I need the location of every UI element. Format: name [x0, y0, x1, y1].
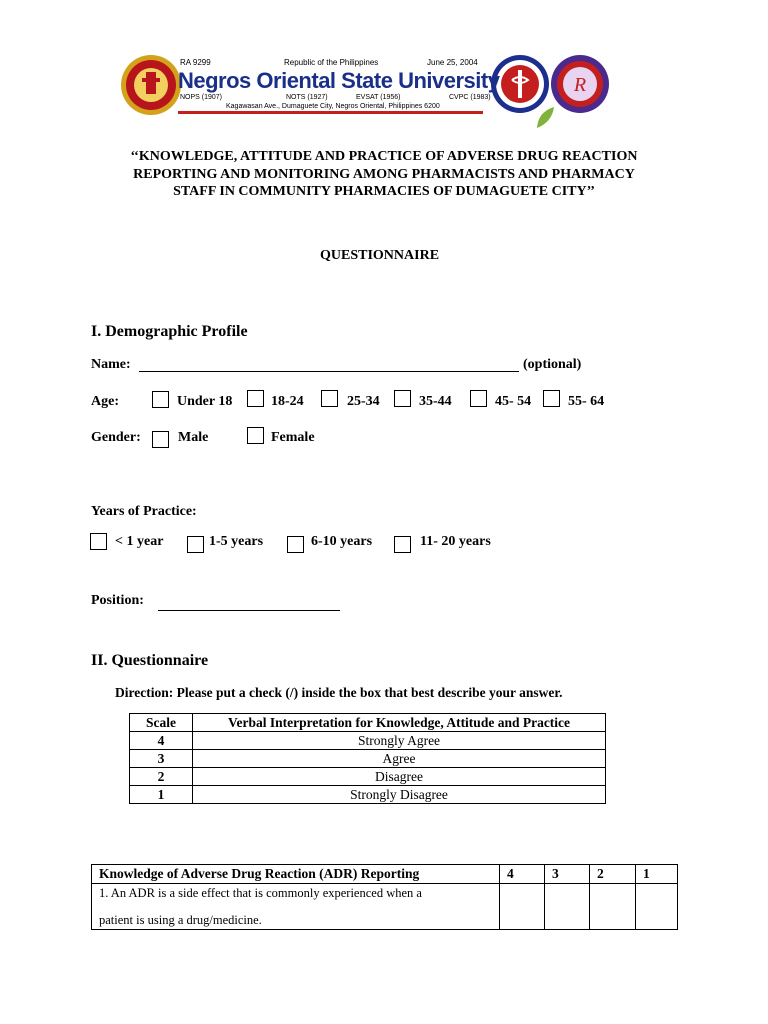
answer-cell-1[interactable] — [636, 884, 678, 930]
republic-label: Republic of the Philippines — [284, 58, 379, 67]
question-line: 1. An ADR is a side effect that is commonly experienced when a — [99, 886, 422, 900]
founding-date: June 25, 2004 — [427, 58, 478, 67]
name-input-line[interactable] — [139, 371, 519, 372]
answer-cell-3[interactable] — [545, 884, 590, 930]
history-item: CVPC (1983) — [449, 94, 491, 101]
age-label: Age: — [91, 394, 119, 409]
table-header: 1 — [636, 865, 678, 884]
name-optional-note: (optional) — [523, 357, 582, 372]
history-item: NOTS (1927) — [286, 94, 328, 101]
table-row — [92, 884, 678, 930]
table-row — [130, 786, 606, 804]
years-checkbox[interactable] — [394, 536, 411, 553]
table-header: Scale — [130, 714, 193, 732]
table-header: Knowledge of Adverse Drug Reaction (ADR) Reporting — [92, 865, 500, 884]
age-checkbox[interactable] — [152, 391, 169, 408]
age-option-label: 45- 54 — [495, 394, 532, 409]
scale-value: 1 — [130, 786, 193, 804]
university-seal-icon — [120, 54, 182, 116]
scale-interpretation: Strongly Agree — [193, 732, 606, 750]
scale-interpretation: Strongly Disagree — [193, 786, 606, 804]
ra-number: RA 9299 — [180, 58, 211, 67]
table-row — [130, 768, 606, 786]
svg-text:R: R — [573, 74, 587, 96]
table-row — [130, 732, 606, 750]
table-header: 3 — [545, 865, 590, 884]
years-checkbox[interactable] — [187, 536, 204, 553]
header-rule — [178, 111, 483, 114]
knowledge-table — [91, 864, 678, 930]
questionnaire-heading: QUESTIONNAIRE — [320, 248, 440, 263]
scale-value: 4 — [130, 732, 193, 750]
age-option-label: 55- 64 — [568, 394, 605, 409]
title-line: REPORTING AND MONITORING AMONG PHARMACISTS AND PHARMACY — [133, 166, 635, 182]
scale-interpretation: Agree — [193, 750, 606, 768]
university-name: Negros Oriental State University — [178, 68, 500, 93]
position-label: Position: — [91, 593, 144, 608]
leaf-icon — [534, 104, 556, 130]
question-line: patient is using a drug/medicine. — [99, 913, 262, 927]
answer-cell-2[interactable] — [590, 884, 636, 930]
gender-option-label: Male — [178, 430, 209, 445]
scale-value: 2 — [130, 768, 193, 786]
years-of-practice-label: Years of Practice: — [91, 504, 197, 519]
history-item: NOPS (1907) — [180, 94, 223, 101]
scale-value: 3 — [130, 750, 193, 768]
question-text — [92, 884, 500, 930]
age-option-label: Under 18 — [177, 394, 233, 409]
title-line: ‘‘KNOWLEDGE, ATTITUDE AND PRACTICE OF ADVERSE DRUG REACTION — [130, 149, 638, 164]
table-header: Verbal Interpretation for Knowledge, Attitude and Practice — [193, 714, 606, 732]
table-header-row — [130, 714, 606, 732]
section-heading-questionnaire: II. Questionnaire — [91, 652, 209, 669]
age-option-label: 25-34 — [347, 394, 380, 409]
gender-label: Gender: — [91, 430, 141, 445]
research-title — [90, 148, 678, 201]
gender-checkbox-female[interactable] — [247, 427, 264, 444]
years-option-label: 11- 20 years — [420, 534, 491, 549]
years-checkbox[interactable] — [90, 533, 107, 550]
pharmacy-rx-seal-icon — [550, 54, 610, 114]
university-address: Kagawasan Ave., Dumaguete City, Negros Oriental, Philippines 6200 — [226, 103, 440, 110]
age-checkbox[interactable] — [470, 390, 487, 407]
answer-cell-4[interactable] — [500, 884, 545, 930]
table-header: 4 — [500, 865, 545, 884]
scale-interpretation: Disagree — [193, 768, 606, 786]
years-option-label: < 1 year — [115, 534, 164, 549]
direction-text: Direction: Please put a check (/) inside the box that best describe your answer. — [115, 685, 563, 700]
age-checkbox[interactable] — [394, 390, 411, 407]
age-checkbox[interactable] — [247, 390, 264, 407]
years-option-label: 6-10 years — [311, 534, 373, 549]
age-checkbox[interactable] — [543, 390, 560, 407]
position-input-line[interactable] — [158, 610, 340, 611]
age-option-label: 35-44 — [419, 394, 452, 409]
history-item: EVSAT (1956) — [356, 94, 401, 101]
section-heading-demographic: I. Demographic Profile — [91, 323, 248, 340]
gender-option-label: Female — [271, 430, 315, 445]
title-line: STAFF IN COMMUNITY PHARMACIES OF DUMAGUETE CITY’’ — [173, 184, 595, 199]
table-row — [130, 750, 606, 768]
name-label: Name: — [91, 357, 131, 372]
table-header: 2 — [590, 865, 636, 884]
table-header-row — [92, 865, 678, 884]
scale-table — [129, 713, 606, 804]
years-option-label: 1-5 years — [209, 534, 264, 549]
gender-checkbox-male[interactable] — [152, 431, 169, 448]
age-checkbox[interactable] — [321, 390, 338, 407]
age-option-label: 18-24 — [271, 394, 304, 409]
years-checkbox[interactable] — [287, 536, 304, 553]
